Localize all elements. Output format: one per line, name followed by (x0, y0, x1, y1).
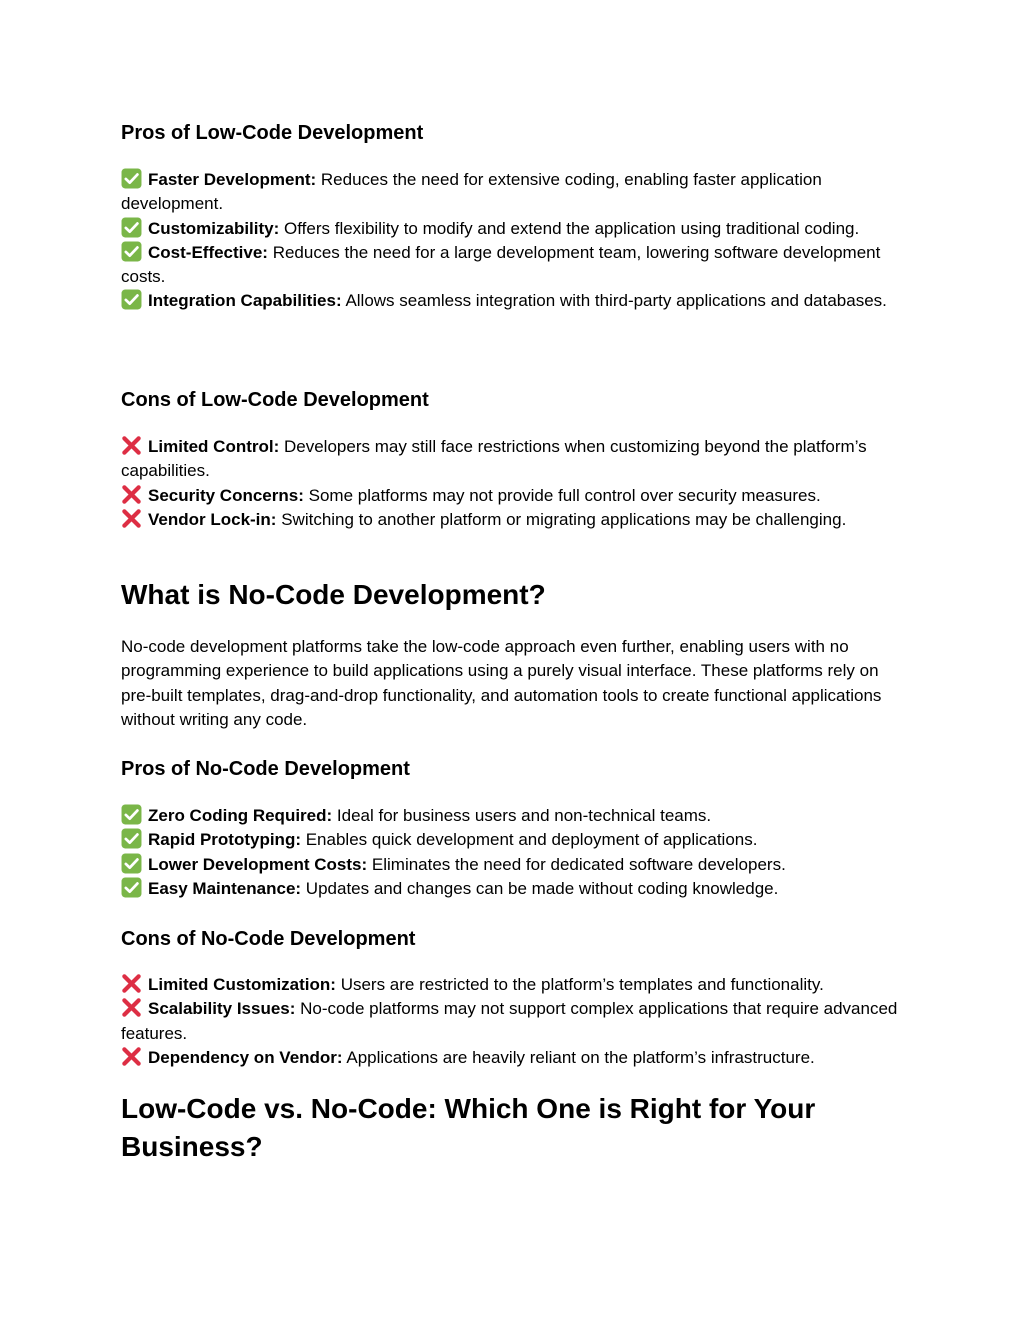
item-text: Offers flexibility to modify and extend the application using traditional coding. (284, 218, 860, 238)
item-label: Faster Development: (148, 170, 317, 189)
item-label: Vendor Lock-in: (148, 509, 277, 529)
item-text: Developers may still face restrictions when customizing beyond the platform’s capabilities. (121, 437, 867, 481)
no-code-section-heading: What is No-Code Development? (121, 579, 546, 610)
list-item (121, 804, 906, 828)
cross-mark-icon (121, 508, 142, 529)
check-mark-icon (121, 217, 142, 238)
check-mark-icon (121, 168, 142, 189)
item-label: Dependency on Vendor: (148, 1047, 343, 1067)
list-item (121, 1046, 906, 1070)
check-mark-icon (121, 828, 142, 849)
item-label: Customizability: (148, 218, 280, 238)
low-code-pros-heading: Pros of Low-Code Development (121, 122, 424, 144)
item-label: Integration Capabilities: (148, 291, 342, 311)
cross-mark-icon (121, 997, 142, 1018)
no-code-pros-list (121, 804, 906, 901)
list-item (121, 241, 906, 290)
item-text: Allows seamless integration with third-party applications and databases. (345, 291, 887, 311)
cross-mark-icon (121, 1046, 142, 1067)
list-item (121, 435, 906, 484)
item-text: Eliminates the need for dedicated software developers. (371, 854, 786, 874)
item-text: Switching to another platform or migrating applications may be challenging. (281, 509, 847, 529)
no-code-paragraph: No-code development platforms take the low-code approach even further, enabling users with no programming experience to build applications using a purely visual interface. These platforms rely on pre-built templates, drag-and-drop functionality, and automation tools to create functional applications without writing any code. (121, 637, 882, 729)
list-item (121, 508, 906, 532)
check-mark-icon (121, 241, 142, 262)
check-mark-icon (121, 877, 142, 898)
list-item (121, 877, 906, 901)
cross-mark-icon (121, 973, 142, 994)
list-item (121, 217, 906, 241)
list-item (121, 484, 906, 508)
item-text: Applications are heavily reliant on the platform’s infrastructure. (346, 1047, 815, 1067)
item-text: Reduces the need for a large development team, lowering software development costs. (121, 242, 881, 287)
item-label: Scalability Issues: (148, 999, 296, 1019)
list-item (121, 168, 906, 217)
list-item (121, 289, 906, 313)
list-item (121, 853, 906, 877)
list-item (121, 828, 906, 852)
item-text: Enables quick development and deployment of applications. (305, 830, 758, 850)
item-label: Easy Maintenance: (148, 878, 302, 898)
item-text: Reduces the need for extensive coding, enabling faster application development. (121, 170, 822, 214)
item-text: No-code platforms may not support complex applications that require advanced features. (121, 999, 898, 1043)
low-code-cons-list (121, 435, 906, 532)
check-mark-icon (121, 289, 142, 310)
no-code-pros-heading: Pros of No-Code Development (121, 758, 410, 780)
item-text: Updates and changes can be made without coding knowledge. (305, 878, 779, 898)
item-text: Some platforms may not provide full control over security measures. (308, 485, 821, 505)
item-label: Lower Development Costs: (148, 854, 368, 874)
item-text: Ideal for business users and non-technical teams. (336, 806, 712, 825)
item-text: Users are restricted to the platform’s templates and functionality. (340, 975, 824, 994)
item-label: Cost-Effective: (148, 242, 268, 262)
no-code-cons-list (121, 973, 906, 1070)
item-label: Limited Control: (148, 437, 280, 456)
check-mark-icon (121, 853, 142, 874)
list-item (121, 997, 906, 1046)
list-item (121, 973, 906, 997)
item-label: Rapid Prototyping: (148, 830, 301, 850)
cross-mark-icon (121, 435, 142, 456)
item-label: Security Concerns: (148, 485, 304, 505)
low-code-cons-heading: Cons of Low-Code Development (121, 389, 429, 411)
comparison-section-heading: Low-Code vs. No-Code: Which One is Right for Your Business? (121, 1093, 816, 1162)
check-mark-icon (121, 804, 142, 825)
item-label: Limited Customization: (148, 975, 336, 994)
cross-mark-icon (121, 484, 142, 505)
low-code-pros-list (121, 168, 906, 314)
item-label: Zero Coding Required: (148, 806, 333, 825)
no-code-cons-heading: Cons of No-Code Development (121, 928, 416, 950)
